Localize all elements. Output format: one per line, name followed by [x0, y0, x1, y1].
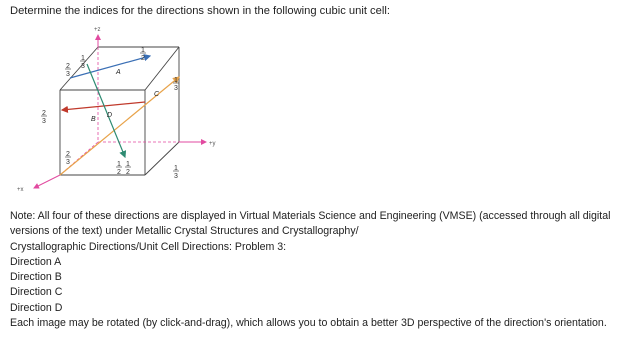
direction-d-vector — [87, 64, 125, 157]
fraction-top-left-one-third — [80, 55, 86, 70]
fraction-bottom-right-one-third — [173, 165, 179, 180]
direction-item-b: Direction B — [10, 271, 62, 284]
question-text: Determine the indices for the directions shown in the following cubic unit cell: — [10, 5, 390, 17]
direction-item-c: Direction C — [10, 286, 63, 299]
direction-item-d: Direction D — [10, 301, 63, 314]
fraction-numerator: 2 — [42, 110, 46, 117]
fraction-numerator: 1 — [174, 77, 178, 84]
fraction-right-one-third — [173, 77, 179, 92]
footer-text: Each image may be rotated (by click-and-drag), which allows you to obtain a better 3D perspective of the direction's orientation. — [10, 317, 607, 330]
fraction-denominator: 2 — [126, 169, 130, 176]
fraction-denominator: 3 — [81, 63, 85, 70]
direction-b-label: B — [91, 116, 96, 123]
fraction-denominator: 3 — [174, 85, 178, 92]
fraction-top-left-two-thirds — [65, 63, 71, 78]
fraction-left-two-thirds — [41, 110, 47, 125]
fraction-numerator: 1 — [81, 55, 85, 62]
fraction-denominator: 3 — [66, 71, 70, 78]
fraction-top-one-half — [140, 47, 146, 62]
fraction-denominator: 3 — [174, 173, 178, 180]
path-text: Crystallographic Directions/Unit Cell Directions: Problem 3: — [10, 240, 287, 253]
fraction-numerator: 1 — [117, 161, 121, 168]
direction-d-label: D — [107, 112, 113, 119]
fraction-denominator: 3 — [66, 159, 70, 166]
z-axis-label: +z — [94, 27, 101, 33]
direction-item-a: Direction A — [10, 255, 62, 268]
direction-a-label: A — [116, 69, 121, 76]
cube-edges — [60, 47, 179, 175]
x-axis-arrow — [34, 175, 60, 188]
x-axis-label: +x — [17, 187, 24, 193]
fraction-numerator: 1 — [141, 47, 145, 54]
fraction-denominator: 2 — [141, 55, 145, 62]
notes-block — [10, 209, 622, 331]
fraction-numerator: 1 — [174, 165, 178, 172]
y-axis-label: +y — [209, 141, 216, 147]
fraction-bottom-half-b — [125, 161, 131, 176]
fraction-denominator: 2 — [117, 169, 121, 176]
fraction-front-two-thirds — [65, 151, 71, 166]
fraction-numerator: 2 — [66, 63, 70, 70]
fraction-bottom-half-a — [116, 161, 122, 176]
hidden-edges — [60, 47, 179, 175]
fraction-numerator: 2 — [66, 151, 70, 158]
fraction-numerator: 1 — [126, 161, 130, 168]
direction-c-label: C — [154, 91, 160, 98]
note-text: Note: All four of these directions are displayed in Virtual Materials Science and Engineering (VMSE) (accessed through all digital versions of the text) under Metallic Crystal Structures and Crystallography/ — [10, 210, 611, 238]
fraction-denominator: 3 — [42, 118, 46, 125]
